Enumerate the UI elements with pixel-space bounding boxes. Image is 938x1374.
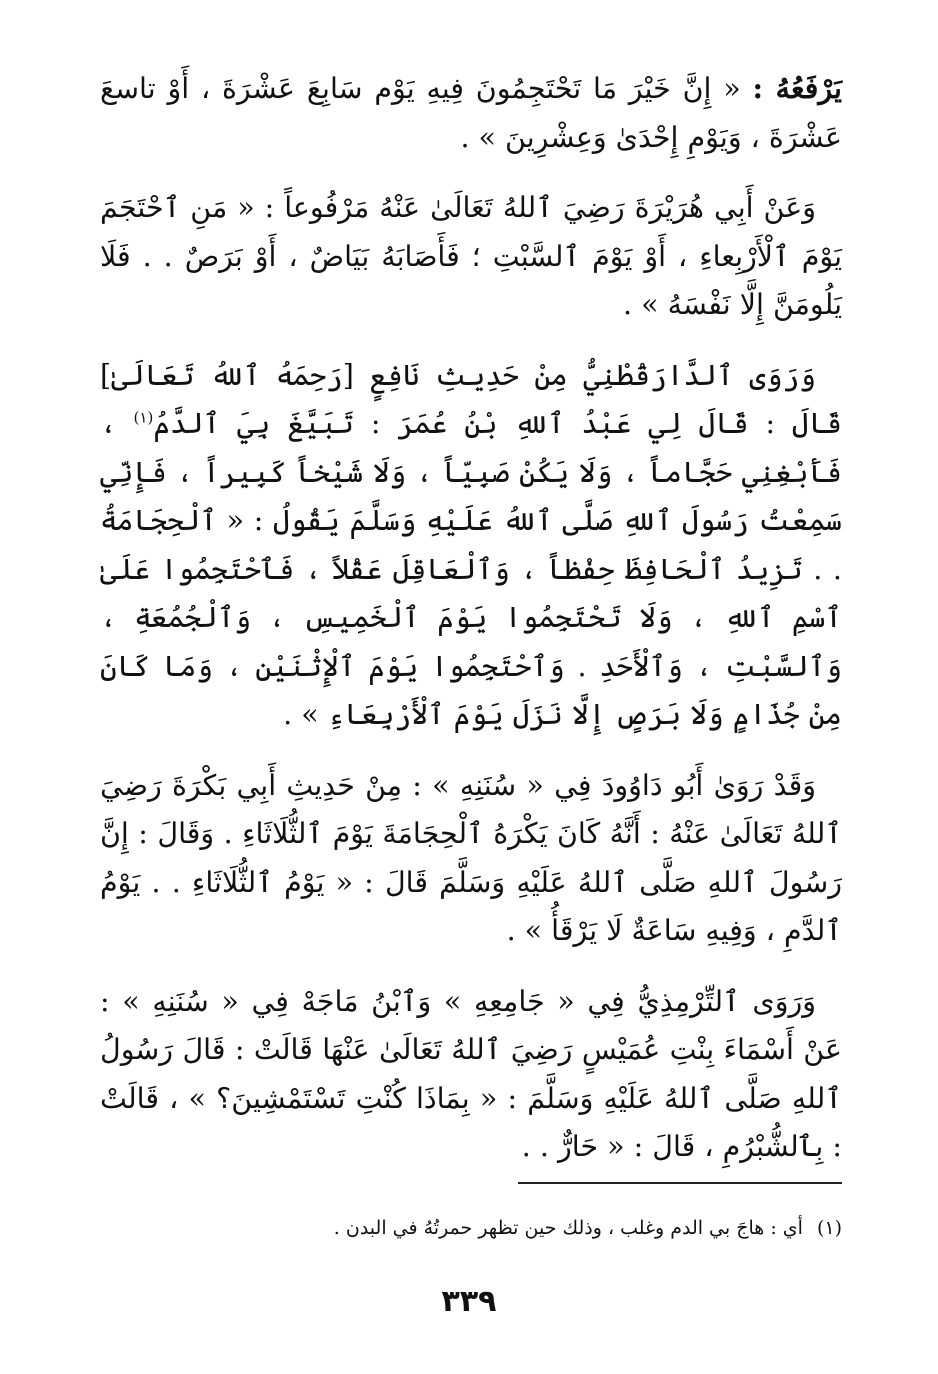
paragraph-3-text-after-note: ، فَأَبْغِنِي حَجَّاماً ، وَلَا يَكُنْ صَبِيّاً ، وَلَا شَيْخاً كَبِيراً ، فَإِنِّي سَمِعْتُ رَسُولَ ٱللهِ صَلَّى ٱللهُ عَلَيْهِ وَسَلَّمَ يَقُولُ : « ٱلْحِجَامَةُ . . تَزِيدُ ٱلْحَافِظَ حِفْظاً ، وَٱلْعَاقِلَ عَقْلاً ، فَٱحْتَجِمُوا عَلَىٰ ٱسْمِ ٱللهِ ، وَلَا تَحْتَجِمُوا يَوْمَ ٱلْخَمِيسِ ، وَٱلْجُمُعَةِ ، وَٱلسَّبْتِ ، وَٱلْأَحَدِ . وَٱحْتَجِمُوا يَوْمَ ٱلْإِثْنَيْنِ ، وَمَا كَانَ مِنْ جُذَامٍ وَلَا بَرَصٍ إِلَّا نَزَلَ يَوْمَ ٱلْأَرْبِعَاءِ » . <box>100 407 842 731</box>
footnote-number: (١) <box>816 1217 842 1239</box>
footnote <box>100 1213 842 1243</box>
page-body <box>100 64 842 1194</box>
paragraph-1-text: « إِنَّ خَيْرَ مَا تَحْتَجِمُونَ فِيهِ يَوْم سَابِعَ عَشْرَةَ ، أَوْ تاسعَ عَشْرَةَ ، وَيَوْمِ إِحْدَىٰ وَعِشْرِينَ » . <box>100 72 842 154</box>
paragraph-5: وَرَوَى ٱلتِّرْمِذِيُّ فِي « جَامِعِهِ » وَٱبْنُ مَاجَهْ فِي « سُنَنِهِ » : عَنْ أَسْمَاءَ بِنْتِ عُمَيْسٍ رَضِيَ ٱللهُ تَعَالَىٰ عَنْهَا قَالَتْ : قَالَ رَسُولُ ٱللهِ صَلَّى ٱللهُ عَلَيْهِ وَسَلَّمَ : « بِمَاذَا كُنْتِ تَسْتَمْشِينَ؟ » ، قَالَتْ : بِٱلشُّبْرُمِ ، قَالَ : « حَارٌّ . . <box>100 984 842 1163</box>
paragraph-4: وَقَدْ رَوَىٰ أَبُو دَاوُودَ فِي « سُنَنِهِ » : مِنْ حَدِيثِ أَبِي بَكْرَةَ رَضِيَ ٱللهُ تَعَالَىٰ عَنْهُ : أَنَّهُ كَانَ يَكْرَهُ ٱلْحِجَامَةَ يَوْمَ ٱلثُّلَاثَاءِ . وَقَالَ : إِنَّ رَسُولَ ٱللهِ صَلَّى ٱللهُ عَلَيْهِ وَسَلَّمَ قَالَ : « يَوْمُ ٱلثُّلَاثَاءِ . . يَوْمُ ٱلدَّمِ ، وَفِيهِ سَاعَةٌ لَا يَرْقَأُ » . <box>100 768 842 947</box>
footnote-separator <box>518 1182 842 1184</box>
footnote-marker: (١) <box>133 408 154 427</box>
page-number: ٣٣٩ <box>441 1284 497 1319</box>
paragraph-3-text-before-note: وَرَوَى ٱلدَّارَقُطْنِيُّ مِنْ حَدِيثِ نَافِعٍ [رَحِمَهُ ٱللهُ تَعَالَىٰ] قَالَ : قَالَ لِي عَبْدُ ٱللهِ بْنُ عُمَرَ : تَبَيَّغَ بِيَ ٱلدَّمُ <box>100 358 842 440</box>
paragraph-3 <box>100 352 842 740</box>
paragraph-2: وَعَنْ أَبِي هُرَيْرَةَ رَضِيَ ٱللهُ تَعَالَىٰ عَنْهُ مَرْفُوعاً : « مَنِ ٱحْتَجَمَ يَوْمَ ٱلْأَرْبِعاءِ ، أَوْ يَوْمَ ٱلسَّبْتِ ؛ فَأَصَابَهُ بَيَاضٌ ، أَوْ بَرَصٌ . . فَلَا يَلُومَنَّ إِلَّا نَفْسَهُ » . <box>100 191 842 321</box>
footnote-text: أي : هاجَ بي الدم وغلب ، وذلك حين تظهر حمرتُهُ في البدن . <box>333 1217 803 1239</box>
paragraph-1-lead: يَرْفَعُهُ : <box>752 71 842 105</box>
paragraph-1 <box>100 64 842 162</box>
